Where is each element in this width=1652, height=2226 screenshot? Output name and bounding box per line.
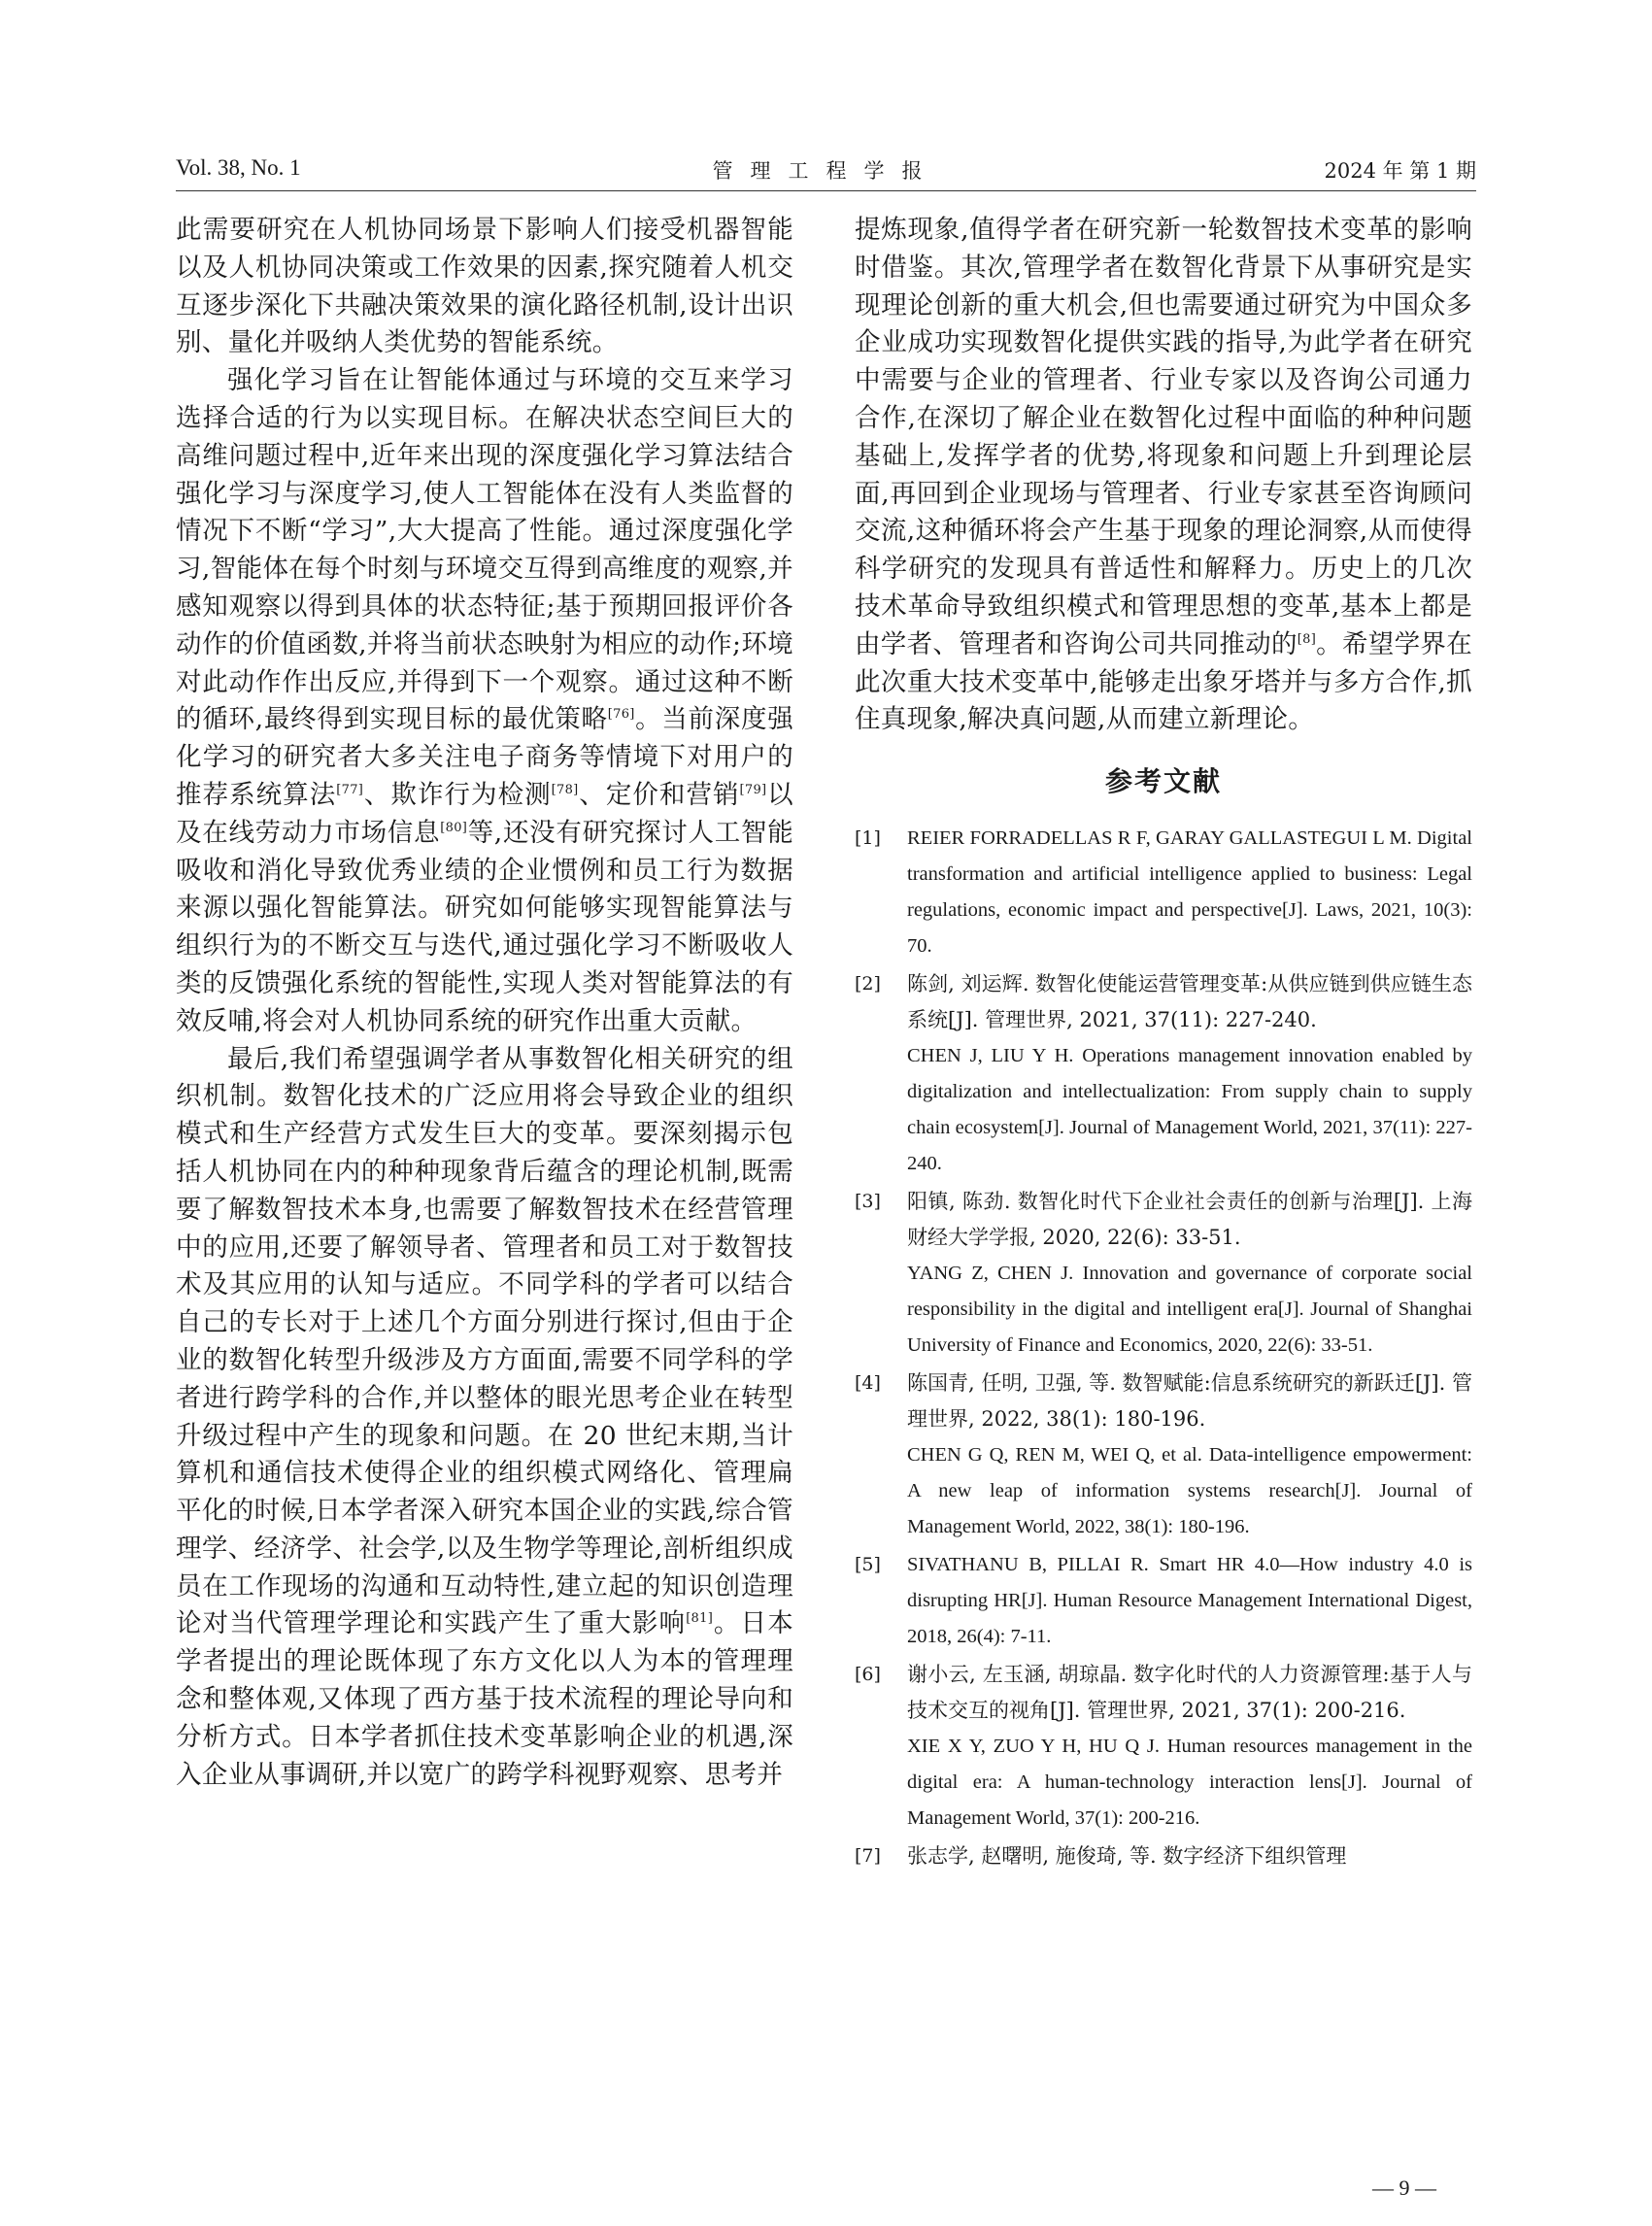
issue-label: 2024 年 第 1 期 xyxy=(1324,159,1476,183)
text-run: 等,还没有研究探讨人工智能吸收和消化导致优秀业绩的企业惯例和员工行为数据来源以强化智能算法。研究如何能够实现智能算法与组织行为的不断交互与迭代,通过强化学习不断吸收人类的反馈强化系统的智能性,实现人类对智能算法的有效反哺,将会对人机协同系统的研究作出重大贡献。 xyxy=(176,817,794,1036)
text-run: 最后,我们希望强调学者从事数智化相关研究的组织机制。数智化技术的广泛应用将会导致企业的组织模式和生产经营方式发生巨大的变革。要深刻揭示包括人机协同在内的种种现象背后蕴含的理论机制,既需要了解数智技术本身,也需要了解数智技术在经营管理中的应用,还要了解领导者、管理者和员工对于数智技术及其应用的认知与适应。不同学科的学者可以结合自己的专长对于上述几个方面分别进行探讨,但由于企业的数智化转型升级涉及方方面面,需要不同学科的学者进行跨学科的合作,并以整体的眼光思考企业在转型升级过程中产生的现象和问题。在 20 世纪末期,当计算机和通信技术使得企业的组织模式网络化、管理扁平化的时候,日本学者深入研究本国企业的实践,综合管理学、经济学、社会学,以及生物学等理论,剖析组织成员在工作现场的沟通和互动特性,建立起的知识创造理论对当代管理学理论和实践产生了重大影响 xyxy=(176,1043,793,1639)
running-header xyxy=(176,155,1476,191)
reference-text-en: YANG Z, CHEN J. Innovation and governance of corporate social responsibility in the digital and intelligent era[J]. Journal of Shanghai University of Finance and Economics, 2020, 22(6): 33-51. xyxy=(907,1263,1472,1357)
reference-list xyxy=(855,821,1472,1874)
reference-item xyxy=(855,1547,1472,1655)
reference-number: [1] xyxy=(855,827,881,850)
reference-text-zh: 阳镇, 陈劲. 数智化时代下企业社会责任的创新与治理[J]. 上海财经大学学报, 2020, 22(6): 33-51. xyxy=(907,1190,1472,1250)
references-heading: 参考文献 xyxy=(1104,765,1222,798)
paragraph xyxy=(176,1041,793,1795)
citation[interactable]: [8] xyxy=(1297,631,1317,647)
reference-item xyxy=(855,821,1472,964)
reference-text-en: CHEN G Q, REN M, WEI Q, et al. Data-intelligence empowerment: A new leap of information systems research[J]. Journal of Management World, 2022, 38(1): 180-196. xyxy=(907,1444,1472,1538)
text-run: 。希望学界在此次重大技术变革中,能够走出象牙塔并与多方合作,抓住真现象,解决真问题,从而建立新理论。 xyxy=(855,628,1472,735)
reference-number: [7] xyxy=(855,1845,881,1868)
reference-item xyxy=(855,1657,1472,1837)
journal-name: 管理工程学报 xyxy=(712,159,940,183)
reference-number: [4] xyxy=(855,1372,881,1395)
reference-item xyxy=(855,1184,1472,1364)
paragraph xyxy=(855,212,1472,739)
left-column xyxy=(176,212,793,1794)
reference-text-en: REIER FORRADELLAS R F, GARAY GALLASTEGUI L M. Digital transformation and artificial intelligence applied to business: Legal regulations, economic impact and perspective[J]. Laws, 2021, 10(3): 70. xyxy=(907,827,1472,958)
reference-text-en: XIE X Y, ZUO Y H, HU Q J. Human resources management in the digital era: A human-technology interaction lens[J]. Journal of Management World, 37(1): 200-216. xyxy=(907,1736,1472,1830)
citation[interactable]: [79] xyxy=(739,783,767,798)
text-run: 。当前深度强化学习的研究者大多关注电子商务等情境下对用户的推荐系统算法 xyxy=(176,704,793,810)
reference-item xyxy=(855,1366,1472,1545)
text-run: 提炼现象,值得学者在研究新一轮数智技术变革的影响时借鉴。其次,管理学者在数智化背景下从事研究是实现理论创新的重大机会,但也需要通过研究为中国众多企业成功实现数智化提供实践的指导,为此学者在研究中需要与企业的管理者、行业专家以及咨询公司通力合作,在深切了解企业在数智化过程中面临的种种问题基础上,发挥学者的优势,将现象和问题上升到理论层面,再回到企业现场与管理者、行业专家甚至咨询顾问交流,这种循环将会产生基于现象的理论洞察,从而使得科学研究的发现具有普适性和解释力。历史上的几次技术革命导致组织模式和管理思想的变革,基本上都是由学者、管理者和咨询公司共同推动的 xyxy=(855,215,1472,659)
citation[interactable]: [77] xyxy=(336,783,364,798)
citation[interactable]: [81] xyxy=(686,1611,714,1627)
reference-text-zh: 陈剑, 刘运辉. 数智化使能运营管理变革:从供应链到供应链生态系统[J]. 管理世界, 2021, 37(11): 227-240. xyxy=(907,972,1472,1032)
volume-label: Vol. 38, No. 1 xyxy=(176,155,301,180)
reference-number: [6] xyxy=(855,1664,881,1686)
paragraph xyxy=(176,362,793,1040)
reference-number: [2] xyxy=(855,973,881,995)
citation[interactable]: [80] xyxy=(440,820,468,835)
reference-text-en: CHEN J, LIU Y H. Operations management innovation enabled by digitalization and intellectualization: From supply chain to supply chain ecosystem[J]. Journal of Management World, 2021, 37(11): 227-240. xyxy=(907,1045,1472,1175)
text-run: 、欺诈行为检测 xyxy=(363,779,552,810)
reference-number: [5] xyxy=(855,1554,881,1576)
reference-number: [3] xyxy=(855,1191,881,1213)
citation[interactable]: [78] xyxy=(551,783,579,798)
text-run: 以及在线劳动力市场信息 xyxy=(176,779,793,848)
reference-text-zh: 张志学, 赵曙明, 施俊琦, 等. 数字经济下组织管理 xyxy=(907,1844,1347,1869)
text-run: 强化学习旨在让智能体通过与环境的交互来学习选择合适的行为以实现目标。在解决状态空间巨大的高维问题过程中,近年来出现的深度强化学习算法结合强化学习与深度学习,使人工智能体在没有人类监督的情况下不断“学习”,大大提高了性能。通过深度强化学习,智能体在每个时刻与环境交互得到高维度的观察,并感知观察以得到具体的状态特征;基于预期回报评价各动作的价值函数,并将当前状态映射为相应的动作;环境对此动作作出反应,并得到下一个观察。通过这种不断的循环,最终得到实现目标的最优策略 xyxy=(176,365,793,735)
page-number: — 9 — xyxy=(1372,2175,1436,2200)
paragraph: 此需要研究在人机协同场景下影响人们接受机器智能以及人机协同决策或工作效果的因素,探究随着人机交互逐步深化下共融决策效果的演化路径机制,设计出识别、量化并吸纳人类优势的智能系统。 xyxy=(176,215,793,358)
reference-item xyxy=(855,966,1472,1182)
reference-item xyxy=(855,1838,1472,1874)
reference-text-zh: 谢小云, 左玉涵, 胡琼晶. 数字化时代的人力资源管理:基于人与技术交互的视角[J]. 管理世界, 2021, 37(1): 200-216. xyxy=(907,1663,1472,1723)
text-run: 、定价和营销 xyxy=(578,779,740,810)
right-column xyxy=(855,212,1472,1876)
reference-text-zh: 陈国青, 任明, 卫强, 等. 数智赋能:信息系统研究的新跃迁[J]. 管理世界, 2022, 38(1): 180-196. xyxy=(907,1371,1472,1432)
citation[interactable]: [76] xyxy=(607,707,635,723)
text-run: 。日本学者提出的理论既体现了东方文化以人为本的管理理念和整体观,又体现了西方基于技术流程的理论导向和分析方式。日本学者抓住技术变革影响企业的机遇,深入企业从事调研,并以宽广的跨学科视野观察、思考并 xyxy=(176,1608,794,1790)
reference-text-en: SIVATHANU B, PILLAI R. Smart HR 4.0—How industry 4.0 is disrupting HR[J]. Human Resource Management International Digest, 2018, 26(4): 7-11. xyxy=(907,1554,1472,1648)
